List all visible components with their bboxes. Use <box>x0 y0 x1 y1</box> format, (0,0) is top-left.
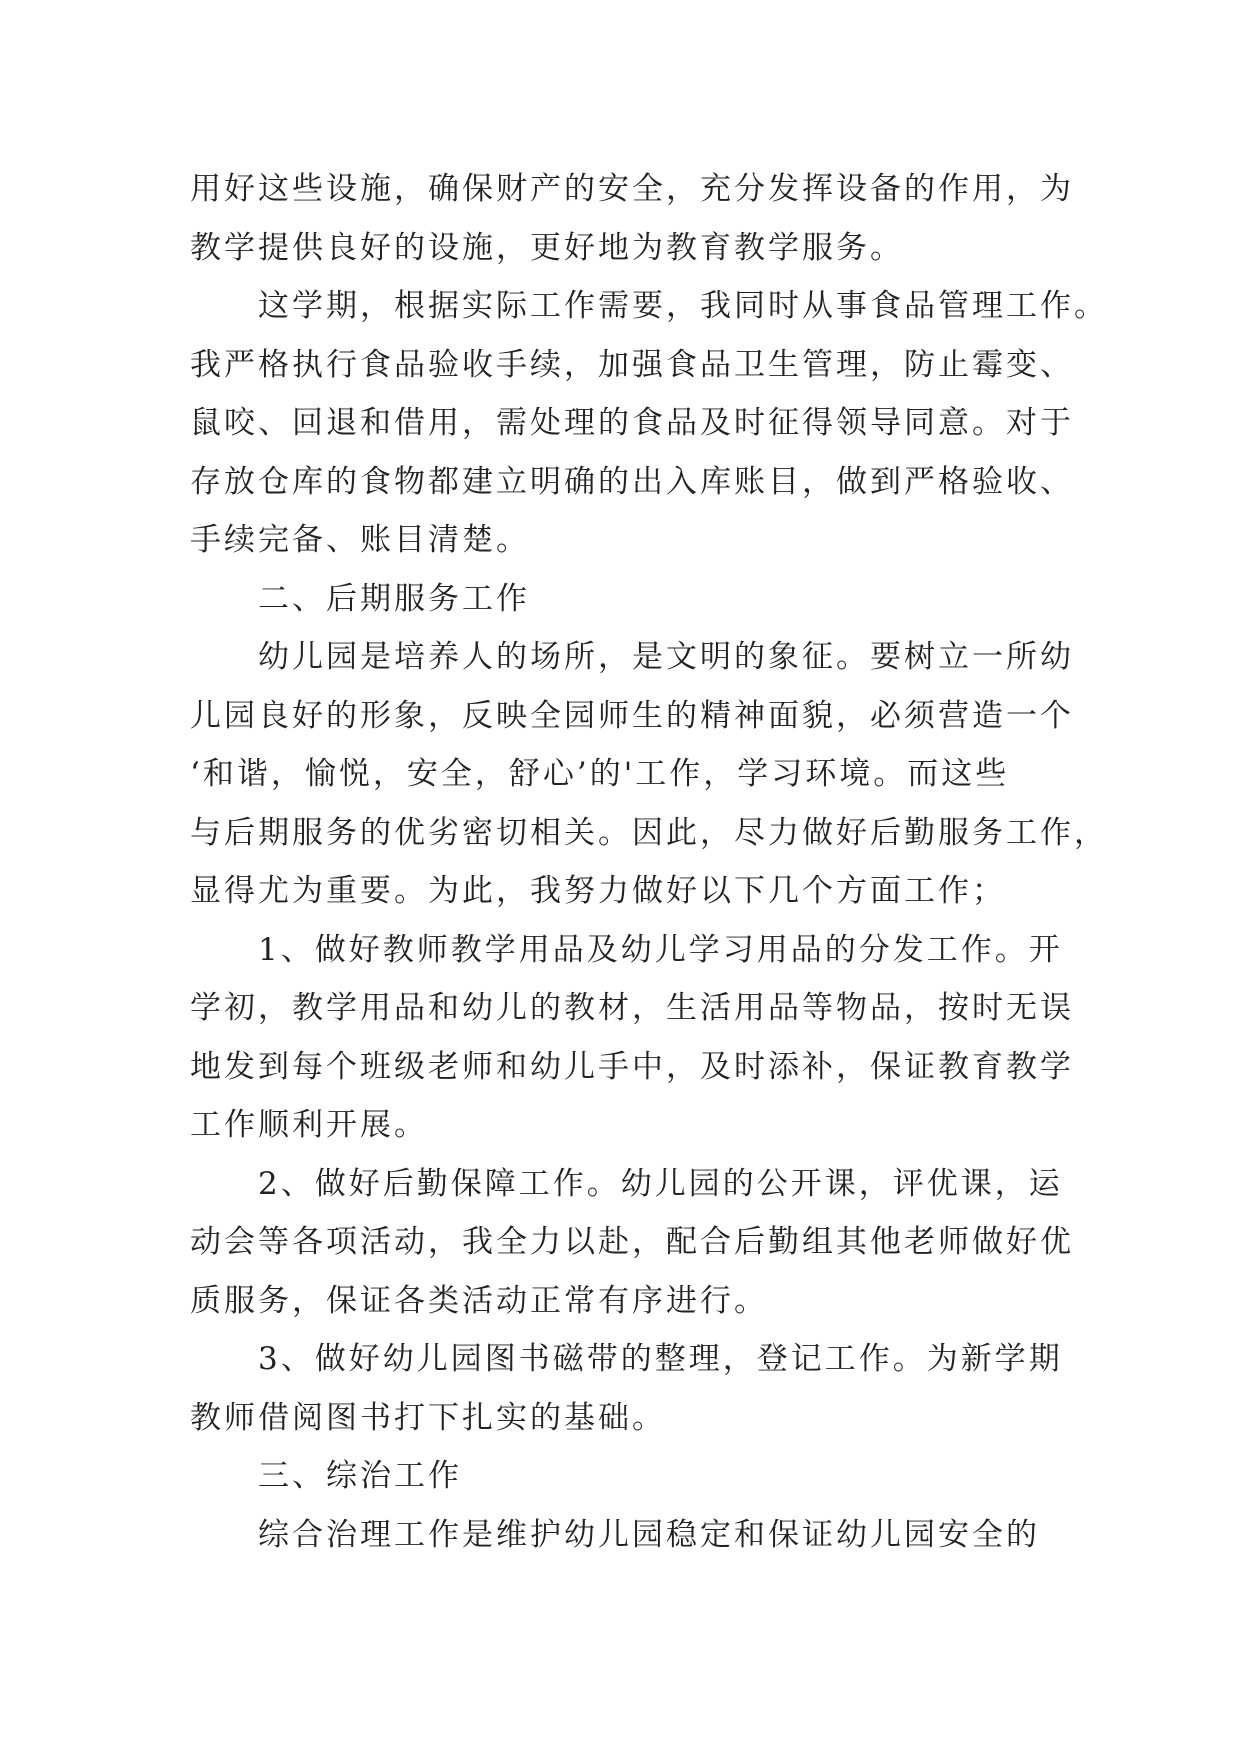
text-line-11: ‘和谐，愉悦，安全，舒心’的'工作，学习环境。而这些 <box>190 756 1010 792</box>
section-heading-2: 二、后期服务工作 <box>258 580 530 617</box>
text-line-1: 用好这些设施，确保财产的安全，充分发挥设备的作用，为 <box>190 171 1074 207</box>
text-line-17: 工作顺利开展。 <box>190 1107 428 1143</box>
text-line-24: 综合治理工作是维护幼儿园稳定和保证幼儿园安全的 <box>258 1516 1040 1553</box>
text-line-6: 存放仓库的食物都建立明确的出入库账目，做到严格验收、 <box>190 463 1074 500</box>
text-line-19: 动会等各项活动，我全力以赴，配合后勤组其他老师做好优 <box>190 1224 1074 1260</box>
text-line-10: 儿园良好的形象，反映全园师生的精神面貌，必须营造一个 <box>190 697 1074 734</box>
document-body <box>190 160 1108 1564</box>
list-item-1: 1、做好教师教学用品及幼儿学习用品的分发工作。开 <box>258 931 1063 968</box>
text-line-5: 鼠咬、回退和借用，需处理的食品及时征得领导同意。对于 <box>190 405 1074 441</box>
text-line-2: 教学提供良好的设施，更好地为教育教学服务。 <box>190 229 904 266</box>
text-line-13: 显得尤为重要。为此，我努力做好以下几个方面工作； <box>190 873 1006 909</box>
text-line-4: 我严格执行食品验收手续，加强食品卫生管理，防止霉变、 <box>190 346 1074 383</box>
text-line-15: 学初，教学用品和幼儿的教材，生活用品等物品，按时无误 <box>190 990 1074 1026</box>
text-line-16: 地发到每个班级老师和幼儿手中，及时添补，保证教育教学 <box>190 1048 1074 1085</box>
section-heading-3: 三、综治工作 <box>258 1458 462 1494</box>
text-line-3: 这学期，根据实际工作需要，我同时从事食品管理工作。 <box>258 288 1108 324</box>
text-line-22: 教师借阅图书打下扎实的基础。 <box>190 1399 666 1436</box>
text-line-7: 手续完备、账目清楚。 <box>190 522 530 558</box>
list-item-2: 2、做好后勤保障工作。幼儿园的公开课，评优课，运 <box>258 1165 1063 1202</box>
text-line-12: 与后期服务的优劣密切相关。因此，尽力做好后勤服务工作， <box>190 814 1108 851</box>
text-line-20: 质服务，保证各类活动正常有序进行。 <box>190 1282 768 1319</box>
text-line-9: 幼儿园是培养人的场所，是文明的象征。要树立一所幼 <box>258 639 1074 675</box>
list-item-3: 3、做好幼儿园图书磁带的整理，登记工作。为新学期 <box>258 1341 1063 1377</box>
